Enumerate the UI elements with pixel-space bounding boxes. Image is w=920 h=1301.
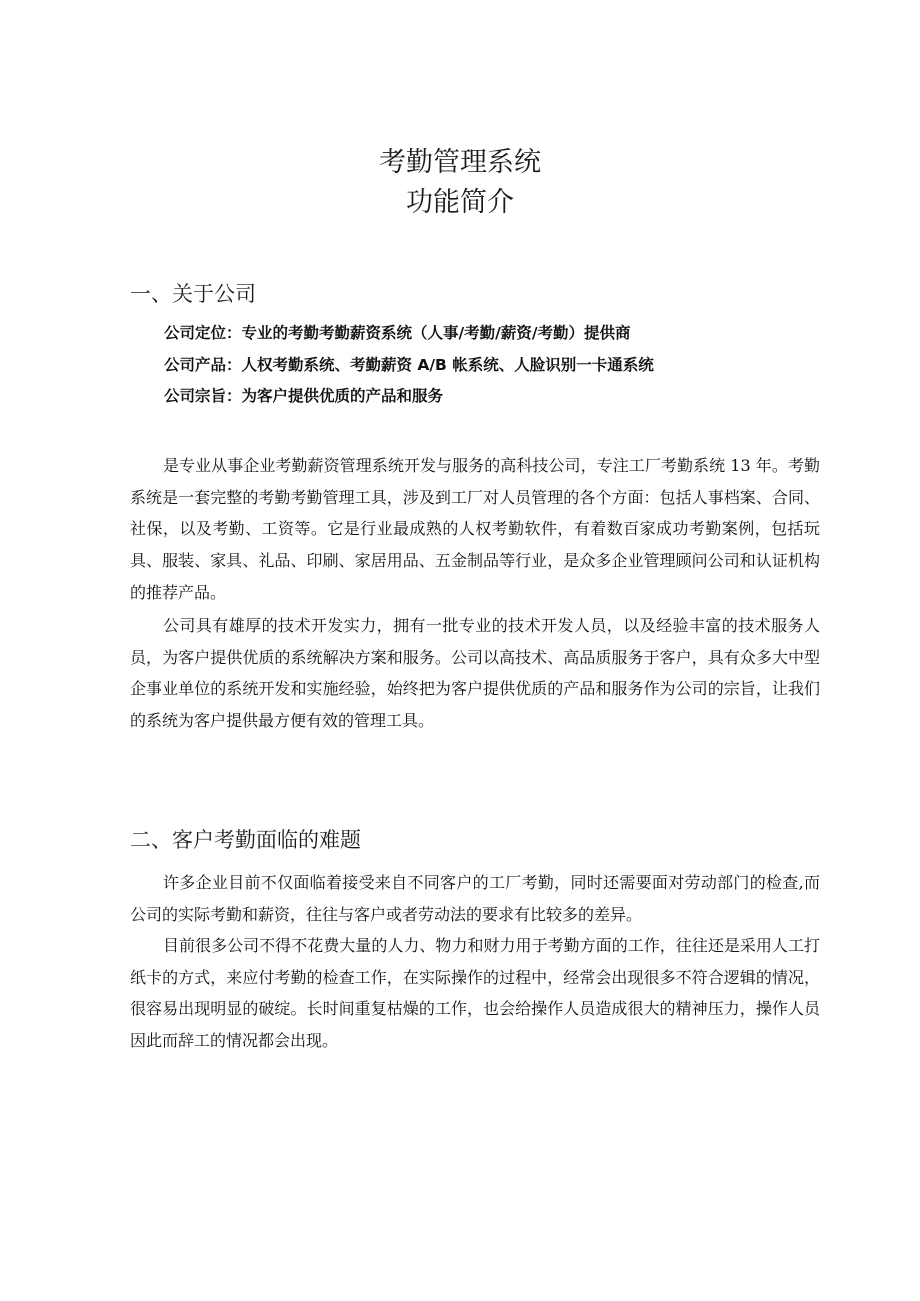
company-products: 公司产品：人权考勤系统、考勤薪资 A/B 帐系统、人脸识别一卡通系统 (164, 356, 654, 374)
paragraph-challenge-audits: 许多企业目前不仅面临着接受来自不同客户的工厂考勤，同时还需要面对劳动部门的检查,而公司的实际考勤和薪资，往往与客户或者劳动法的要求有比较多的差异。 (130, 873, 820, 924)
paragraph-challenge-manual-work: 目前很多公司不得不花费大量的人力、物力和财力用于考勤方面的工作，往往还是采用人工打纸卡的方式，来应付考勤的检查工作，在实际操作的过程中，经常会出现很多不符合逻辑的情况，很容易出现明显的破绽。长时间重复枯燥的工作，也会给操作人员造成很大的精神压力，操作人员因此而辞工的情况都会出现。 (130, 936, 820, 1051)
section-heading-customer-challenges: 二、客户考勤面临的难题 (130, 828, 361, 852)
document-title-line-1: 考勤管理系统 (379, 147, 541, 178)
paragraph-company-strength: 公司具有雄厚的技术开发实力，拥有一批专业的技术开发人员，以及经验丰富的技术服务人员，为客户提供优质的系统解决方案和服务。公司以高技术、高品质服务于客户，具有众多大中型企事业单位的系统开发和实施经验，始终把为客户提供优质的产品和服务作为公司的宗旨，让我们的系统为客户提供最方便有效的管理工具。 (130, 616, 820, 731)
company-positioning: 公司定位：专业的考勤考勤薪资系统（人事/考勤/薪资/考勤）提供商 (164, 324, 631, 342)
company-mission: 公司宗旨：为客户提供优质的产品和服务 (164, 387, 444, 405)
paragraph-company-intro: 是专业从事企业考勤薪资管理系统开发与服务的高科技公司，专注工厂考勤系统 13 年。考勤系统是一套完整的考勤考勤管理工具，涉及到工厂对人员管理的各个方面：包括人事档案、合同、社保，以及考勤、工资等。它是行业最成熟的人权考勤软件，有着数百家成功考勤案例，包括玩具、服装、家具、礼品、印刷、家居用品、五金制品等行业，是众多企业管理顾问公司和认证机构的推荐产品。 (130, 456, 820, 602)
document-title-line-2: 功能简介 (406, 187, 514, 218)
section-heading-about-company: 一、关于公司 (130, 282, 256, 306)
